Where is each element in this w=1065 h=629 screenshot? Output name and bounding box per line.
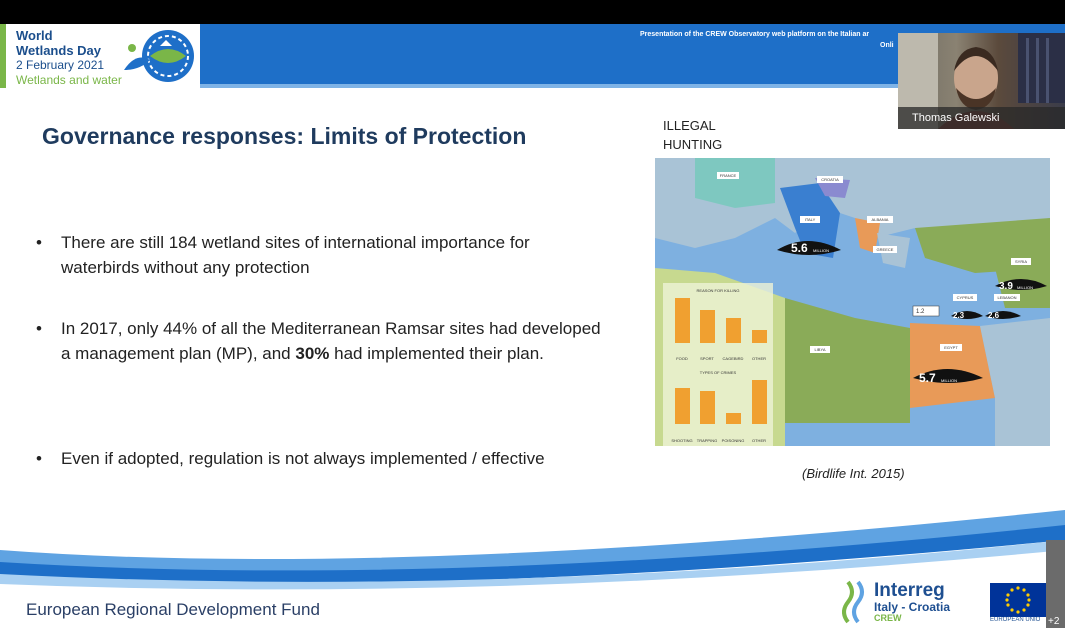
footer-fund-text: European Regional Development Fund — [26, 600, 320, 619]
bar-cagebird — [726, 318, 741, 343]
wwd-tagline: Wetlands and water — [16, 73, 122, 87]
slide-title: Governance responses: Limits of Protection — [42, 123, 527, 149]
interreg-logo — [842, 578, 987, 628]
bar-shooting — [675, 388, 690, 424]
value-italy: 5.6 — [791, 241, 808, 255]
million-label: MILLION — [941, 378, 958, 383]
presentation-subtitle: Presentation of the CREW Observatory web platform on the Italian ar — [640, 31, 870, 38]
wwd-title-line2: Wetlands Day — [16, 43, 102, 58]
interreg-waves-icon — [842, 578, 872, 624]
participant-video-tile[interactable] — [898, 33, 1065, 129]
top-black-bar — [0, 0, 1065, 24]
value-lebanon: 2.6 — [988, 311, 1000, 320]
million-label: MILLION — [813, 248, 830, 253]
bullet-text: There are still 184 wetland sites of international importance for waterbirds without any protection — [61, 233, 530, 277]
country-label-egypt: EGYPT — [944, 345, 958, 350]
bar-trapping — [700, 391, 715, 424]
bullet-dot: • — [36, 319, 42, 338]
world-wetlands-day-logo-block — [0, 24, 200, 88]
country-label-lebanon: LEBANON — [997, 295, 1017, 300]
eu-flag-icon — [990, 583, 1046, 617]
bar-poisoning — [726, 413, 741, 424]
country-label-libya: LIBYA — [814, 347, 826, 352]
reason-label: SPORT — [700, 356, 714, 361]
crime-chart-title: TYPES OF CRIMES — [699, 370, 737, 375]
wwd-title-line1: World — [16, 28, 53, 43]
wwd-green-bar — [0, 24, 6, 88]
wwd-date: 2 February 2021 — [16, 58, 105, 72]
country-label-greece: GREECE — [876, 247, 894, 252]
bullet-bold-value: 30% — [295, 344, 330, 363]
bullet-dot: • — [36, 233, 42, 252]
country-label-france: FRANCE — [719, 173, 737, 178]
illegal-hunting-map — [655, 158, 1050, 446]
presentation-subtitle-cont: Onli — [880, 42, 894, 49]
interreg-wordmark: Interreg — [874, 580, 945, 601]
million-label: MILLION — [1017, 285, 1034, 290]
country-label-albania: ALBANIA — [871, 217, 889, 222]
map-caption — [663, 116, 743, 154]
country-label-cyprus: CYPRUS — [956, 295, 974, 300]
map-caption-line2: HUNTING — [663, 137, 723, 152]
bullet-text — [61, 316, 606, 366]
reason-label: CAGEBIRD — [722, 356, 744, 361]
crime-label: SHOOTING — [671, 438, 693, 443]
value-israel: 1.2 — [916, 309, 925, 315]
crime-label: OTHER — [752, 438, 766, 443]
crime-label: POISONING — [721, 438, 745, 443]
reason-label: FOOD — [676, 356, 688, 361]
bullet-text: Even if adopted, regulation is not always implemented / effective — [61, 449, 545, 468]
map-caption-line1: ILLEGAL — [663, 118, 716, 133]
bullet-dot: • — [36, 449, 42, 468]
bar-other — [752, 330, 767, 343]
map-france — [695, 158, 775, 208]
value-cyprus: 2.3 — [953, 311, 965, 320]
value-syria: 3.9 — [999, 281, 1013, 292]
country-label-italy: ITALY — [804, 217, 816, 222]
reason-chart-title: REASON FOR KILLING — [696, 288, 740, 293]
interreg-project: CREW — [874, 613, 902, 623]
interreg-program: Italy - Croatia — [874, 600, 951, 614]
reason-label: OTHER — [752, 356, 766, 361]
country-label-syria: SYRIA — [1014, 259, 1028, 264]
bar-other-crime — [752, 380, 767, 424]
bar-food — [675, 298, 690, 343]
wetlands-globe-icon — [120, 26, 198, 86]
bar-sport — [700, 310, 715, 343]
participant-name-label: Thomas Galewski — [898, 107, 1065, 129]
bullet-text-part: In 2017, only 44% of all the Mediterranean Ramsar sites had developed a management plan (MP), and — [61, 319, 601, 363]
bullet-text-part: had implemented their plan. — [329, 344, 544, 363]
participants-side-panel[interactable] — [1046, 540, 1065, 628]
map-source-citation: (Birdlife Int. 2015) — [802, 466, 905, 481]
crime-label: TRAPPING — [696, 438, 718, 443]
country-label-croatia: CROATIA — [821, 177, 839, 182]
value-egypt: 5.7 — [919, 371, 936, 385]
eu-label: EUROPEAN UNIO — [990, 617, 1041, 623]
more-participants-count[interactable]: +2 — [1048, 616, 1060, 627]
